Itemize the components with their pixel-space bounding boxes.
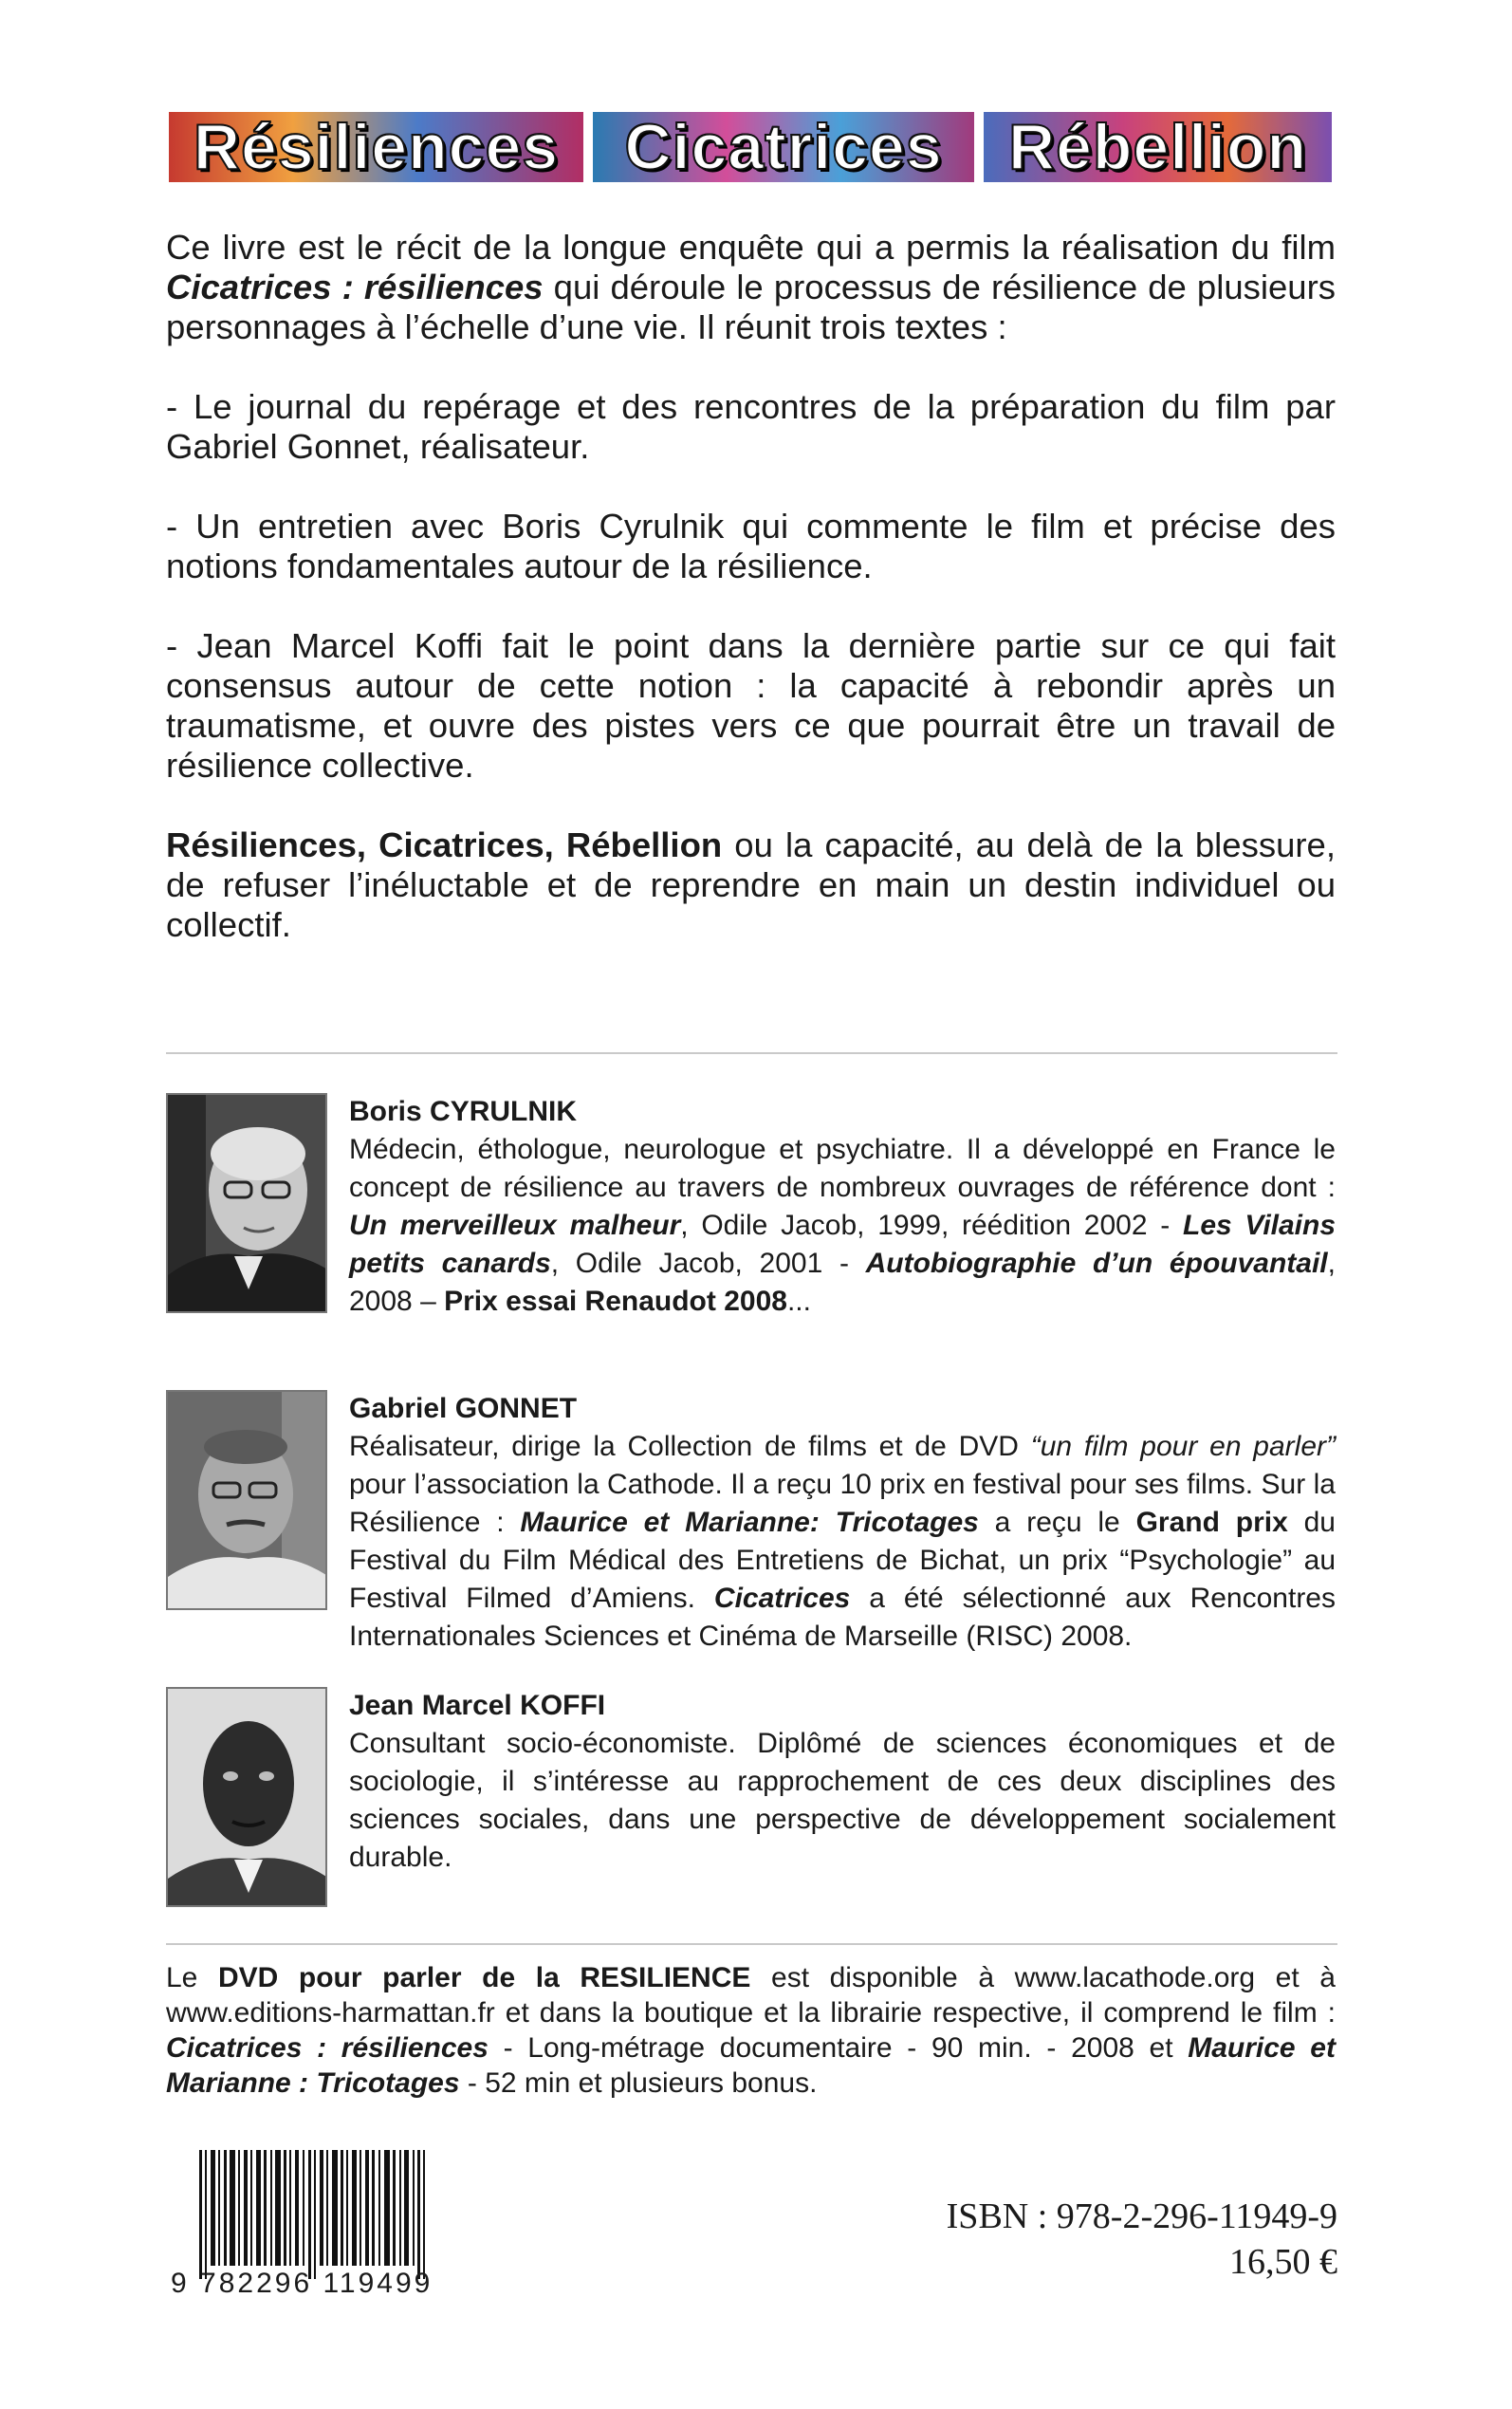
author-bio-text: Gabriel GONNET Réalisateur, dirige la Collection de films et de DVD “un film pour en parler” pour l’association la Cathode. Il a reçu 10 prix en festival pour ses films. Sur la Résilience : Maurice et Marianne: Tricotages a reçu le Grand prix du Festival du Film Médical des Entretiens de Bichat, un prix “Psychologie” au Festival Filmed d’Amiens. Cicatrices a été sélectionné aux Rencontres Internationales Sciences et Cinéma de Marseille (RISC) 2008. (349, 1393, 1336, 1652)
isbn-number: ISBN : 978-2-296-11949-9 (946, 2196, 1337, 2236)
author-photo-gonnet (166, 1390, 327, 1610)
barcode (169, 2150, 472, 2302)
title-word-rebellion: Rébellion (984, 112, 1332, 182)
author-name: Jean Marcel KOFFI (349, 1690, 606, 1721)
intro-paragraph: Résiliences, Cicatrices, Rébellion ou la capacité, au delà de la blessure, de refuser l’inéluctable et de reprendre en main un destin individuel ou collectif. (166, 825, 1336, 944)
intro-paragraph: - Un entretien avec Boris Cyrulnik qui commente le film et précise des notions fondamentales autour de la résilience. (166, 507, 1336, 585)
intro-paragraph: Ce livre est le récit de la longue enquête qui a permis la réalisation du film Cicatrices : résiliences qui déroule le processus de résilience de plusieurs personnages à l’échelle d’une vie. Il réunit trois textes : (166, 228, 1336, 346)
price: 16,50 € (1229, 2242, 1337, 2282)
title-word-cicatrices: Cicatrices (593, 112, 974, 182)
isbn-block (947, 2194, 1337, 2285)
author-photo-koffi (166, 1687, 327, 1907)
dvd-paragraph: Le DVD pour parler de la RESILIENCE est disponible à www.lacathode.org et à www.editions-harmattan.fr et dans la boutique et la librairie respective, il comprend le film : Cicatrices : résiliences - Long-métrage documentaire - 90 min. - 2008 et Maurice et Marianne : Tricotages - 52 min et plusieurs bonus. (166, 1962, 1336, 2099)
divider (166, 1943, 1337, 1945)
title-word-resiliences: Résiliences (169, 112, 583, 182)
author-photo-cyrulnik (166, 1093, 327, 1313)
intro-paragraph: - Le journal du repérage et des rencontres de la préparation du film par Gabriel Gonnet, réalisateur. (166, 387, 1336, 466)
intro-paragraph: - Jean Marcel Koffi fait le point dans la dernière partie sur ce qui fait consensus autour de cette notion : la capacité à rebondir après un traumatisme, et ouvre des pistes vers ce que pourrait être un travail de résilience collective. (166, 626, 1336, 785)
title-bar (169, 112, 1332, 182)
author-name: Boris CYRULNIK (349, 1096, 578, 1127)
author-name: Gabriel GONNET (349, 1393, 578, 1424)
intro-text (166, 228, 1336, 945)
author-bio-text: Jean Marcel KOFFI Consultant socio-économiste. Diplômé de sciences économiques et de sociologie, il s’intéresse au rapprochement de ces deux disciplines des sciences sociales, dans une perspective de développement socialement durable. (349, 1690, 1336, 1873)
author-bio-text: Boris CYRULNIK Médecin, éthologue, neurologue et psychiatre. Il a développé en France le concept de résilience au travers de nombreux ouvrages de référence dont : Un merveilleux malheur, Odile Jacob, 1999, réédition 2002 - Les Vilains petits canards, Odile Jacob, 2001 - Autobiographie d’un épouvantail, 2008 – Prix essai Renaudot 2008... (349, 1096, 1337, 1317)
divider (166, 1052, 1337, 1054)
barcode-digits: 9 782296 119499 (171, 2268, 433, 2299)
